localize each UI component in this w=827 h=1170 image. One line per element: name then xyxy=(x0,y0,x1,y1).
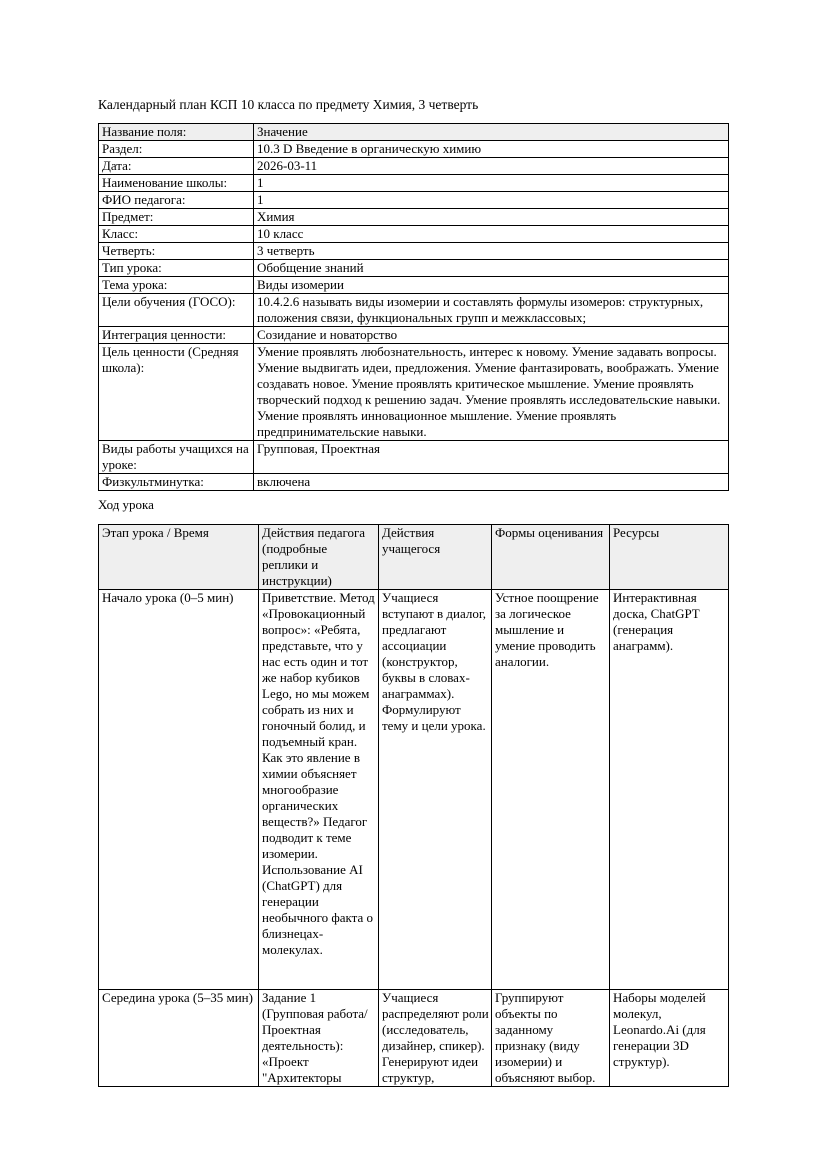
table-row xyxy=(99,192,729,209)
info-field-label: Тип урока: xyxy=(99,260,254,277)
table-row xyxy=(99,260,729,277)
info-field-value: Химия xyxy=(254,209,729,226)
column-header-teacher-actions: Действия педагога (подробные реплики и инструкции) xyxy=(259,525,379,590)
info-field-value: Умение проявлять любознательность, интерес к новому. Умение задавать вопросы. Умение выдвигать идеи, предложения. Умение фантазировать, воображать. Умение создавать новое. Умение проявлять критическое мышление. Умение проявлять творческий подход к решению задач. Умение проявлять исследовательские навыки. Умение проявлять инновационное мышление. Умение проявлять предпринимательские навыки. xyxy=(254,344,729,441)
info-field-label: Предмет: xyxy=(99,209,254,226)
info-header-value: Значение xyxy=(254,124,729,141)
table-row xyxy=(99,141,729,158)
table-row xyxy=(99,226,729,243)
lesson-flow-heading: Ход урока xyxy=(98,497,154,512)
info-field-value: 10.3 D Введение в органическую химию xyxy=(254,141,729,158)
info-field-label: Интеграция ценности: xyxy=(99,327,254,344)
info-field-label: Виды работы учащихся на уроке: xyxy=(99,441,254,474)
info-field-label: Раздел: xyxy=(99,141,254,158)
info-field-label: Дата: xyxy=(99,158,254,175)
table-row xyxy=(99,209,729,226)
resources-cell: Интерактивная доска, ChatGPT (генерация анаграмм). xyxy=(610,590,729,990)
info-field-value: Групповая, Проектная xyxy=(254,441,729,474)
table-row xyxy=(99,277,729,294)
info-field-value: 3 четверть xyxy=(254,243,729,260)
info-field-label: Класс: xyxy=(99,226,254,243)
info-field-label: Цели обучения (ГОСО): xyxy=(99,294,254,327)
info-field-value: 10 класс xyxy=(254,226,729,243)
assessment-cell: Группируют объекты по заданному признаку (виду изомерии) и объясняют выбор. xyxy=(492,990,610,1087)
table-row xyxy=(99,590,729,990)
info-field-label: Наименование школы: xyxy=(99,175,254,192)
table-row xyxy=(99,175,729,192)
info-header-field: Название поля: xyxy=(99,124,254,141)
assessment-cell: Устное поощрение за логическое мышление и умение проводить аналогии. xyxy=(492,590,610,990)
info-field-value: включена xyxy=(254,474,729,491)
student-actions-cell: Учащиеся вступают в диалог, предлагают ассоциации (конструктор, буквы в словах-анаграммах). Формулируют тему и цели урока. xyxy=(379,590,492,990)
info-field-value: 10.4.2.6 называть виды изомерии и составлять формулы изомеров: структурных, положения связи, функциональных групп и межклассовых; xyxy=(254,294,729,327)
column-header-assessment: Формы оценивания xyxy=(492,525,610,590)
info-field-value: Созидание и новаторство xyxy=(254,327,729,344)
lesson-flow-table xyxy=(98,524,729,1087)
info-field-value: Виды изомерии xyxy=(254,277,729,294)
info-field-value: Обобщение знаний xyxy=(254,260,729,277)
info-field-value: 1 xyxy=(254,175,729,192)
table-row xyxy=(99,243,729,260)
lesson-table-header-row xyxy=(99,525,729,590)
info-field-label: ФИО педагога: xyxy=(99,192,254,209)
info-field-label: Четверть: xyxy=(99,243,254,260)
info-table-header-row xyxy=(99,124,729,141)
student-actions-cell: Учащиеся распределяют роли (исследователь, дизайнер, спикер). Генерируют идеи структур, xyxy=(379,990,492,1087)
column-header-resources: Ресурсы xyxy=(610,525,729,590)
info-field-label: Цель ценности (Средняя школа): xyxy=(99,344,254,441)
info-field-label: Физкультминутка: xyxy=(99,474,254,491)
lesson-info-table xyxy=(98,123,729,491)
info-field-label: Тема урока: xyxy=(99,277,254,294)
table-row xyxy=(99,441,729,474)
info-field-value: 1 xyxy=(254,192,729,209)
table-row xyxy=(99,474,729,491)
table-row xyxy=(99,158,729,175)
stage-cell: Середина урока (5–35 мин) xyxy=(99,990,259,1087)
table-row xyxy=(99,327,729,344)
column-header-student-actions: Действия учащегося xyxy=(379,525,492,590)
table-row xyxy=(99,294,729,327)
teacher-actions-cell: Приветствие. Метод «Провокационный вопрос»: «Ребята, представьте, что у нас есть один и тот же набор кубиков Lego, но мы можем собрать из них и гоночный болид, и подъемный кран. Как это явление в химии объясняет многообразие органических веществ?» Педагог подводит к теме изомерии. Использование AI (ChatGPT) для генерации необычного факта о близнецах-молекулах. xyxy=(259,590,379,990)
stage-cell: Начало урока (0–5 мин) xyxy=(99,590,259,990)
info-field-value: 2026-03-11 xyxy=(254,158,729,175)
column-header-stage: Этап урока / Время xyxy=(99,525,259,590)
table-row xyxy=(99,344,729,441)
teacher-actions-cell: Задание 1 (Групповая работа/Проектная деятельность): «Проект "Архитекторы xyxy=(259,990,379,1087)
resources-cell: Наборы моделей молекул, Leonardo.Ai (для генерации 3D структур). xyxy=(610,990,729,1087)
document-title: Календарный план КСП 10 класса по предмету Химия, 3 четверть xyxy=(98,97,479,112)
table-row xyxy=(99,990,729,1087)
